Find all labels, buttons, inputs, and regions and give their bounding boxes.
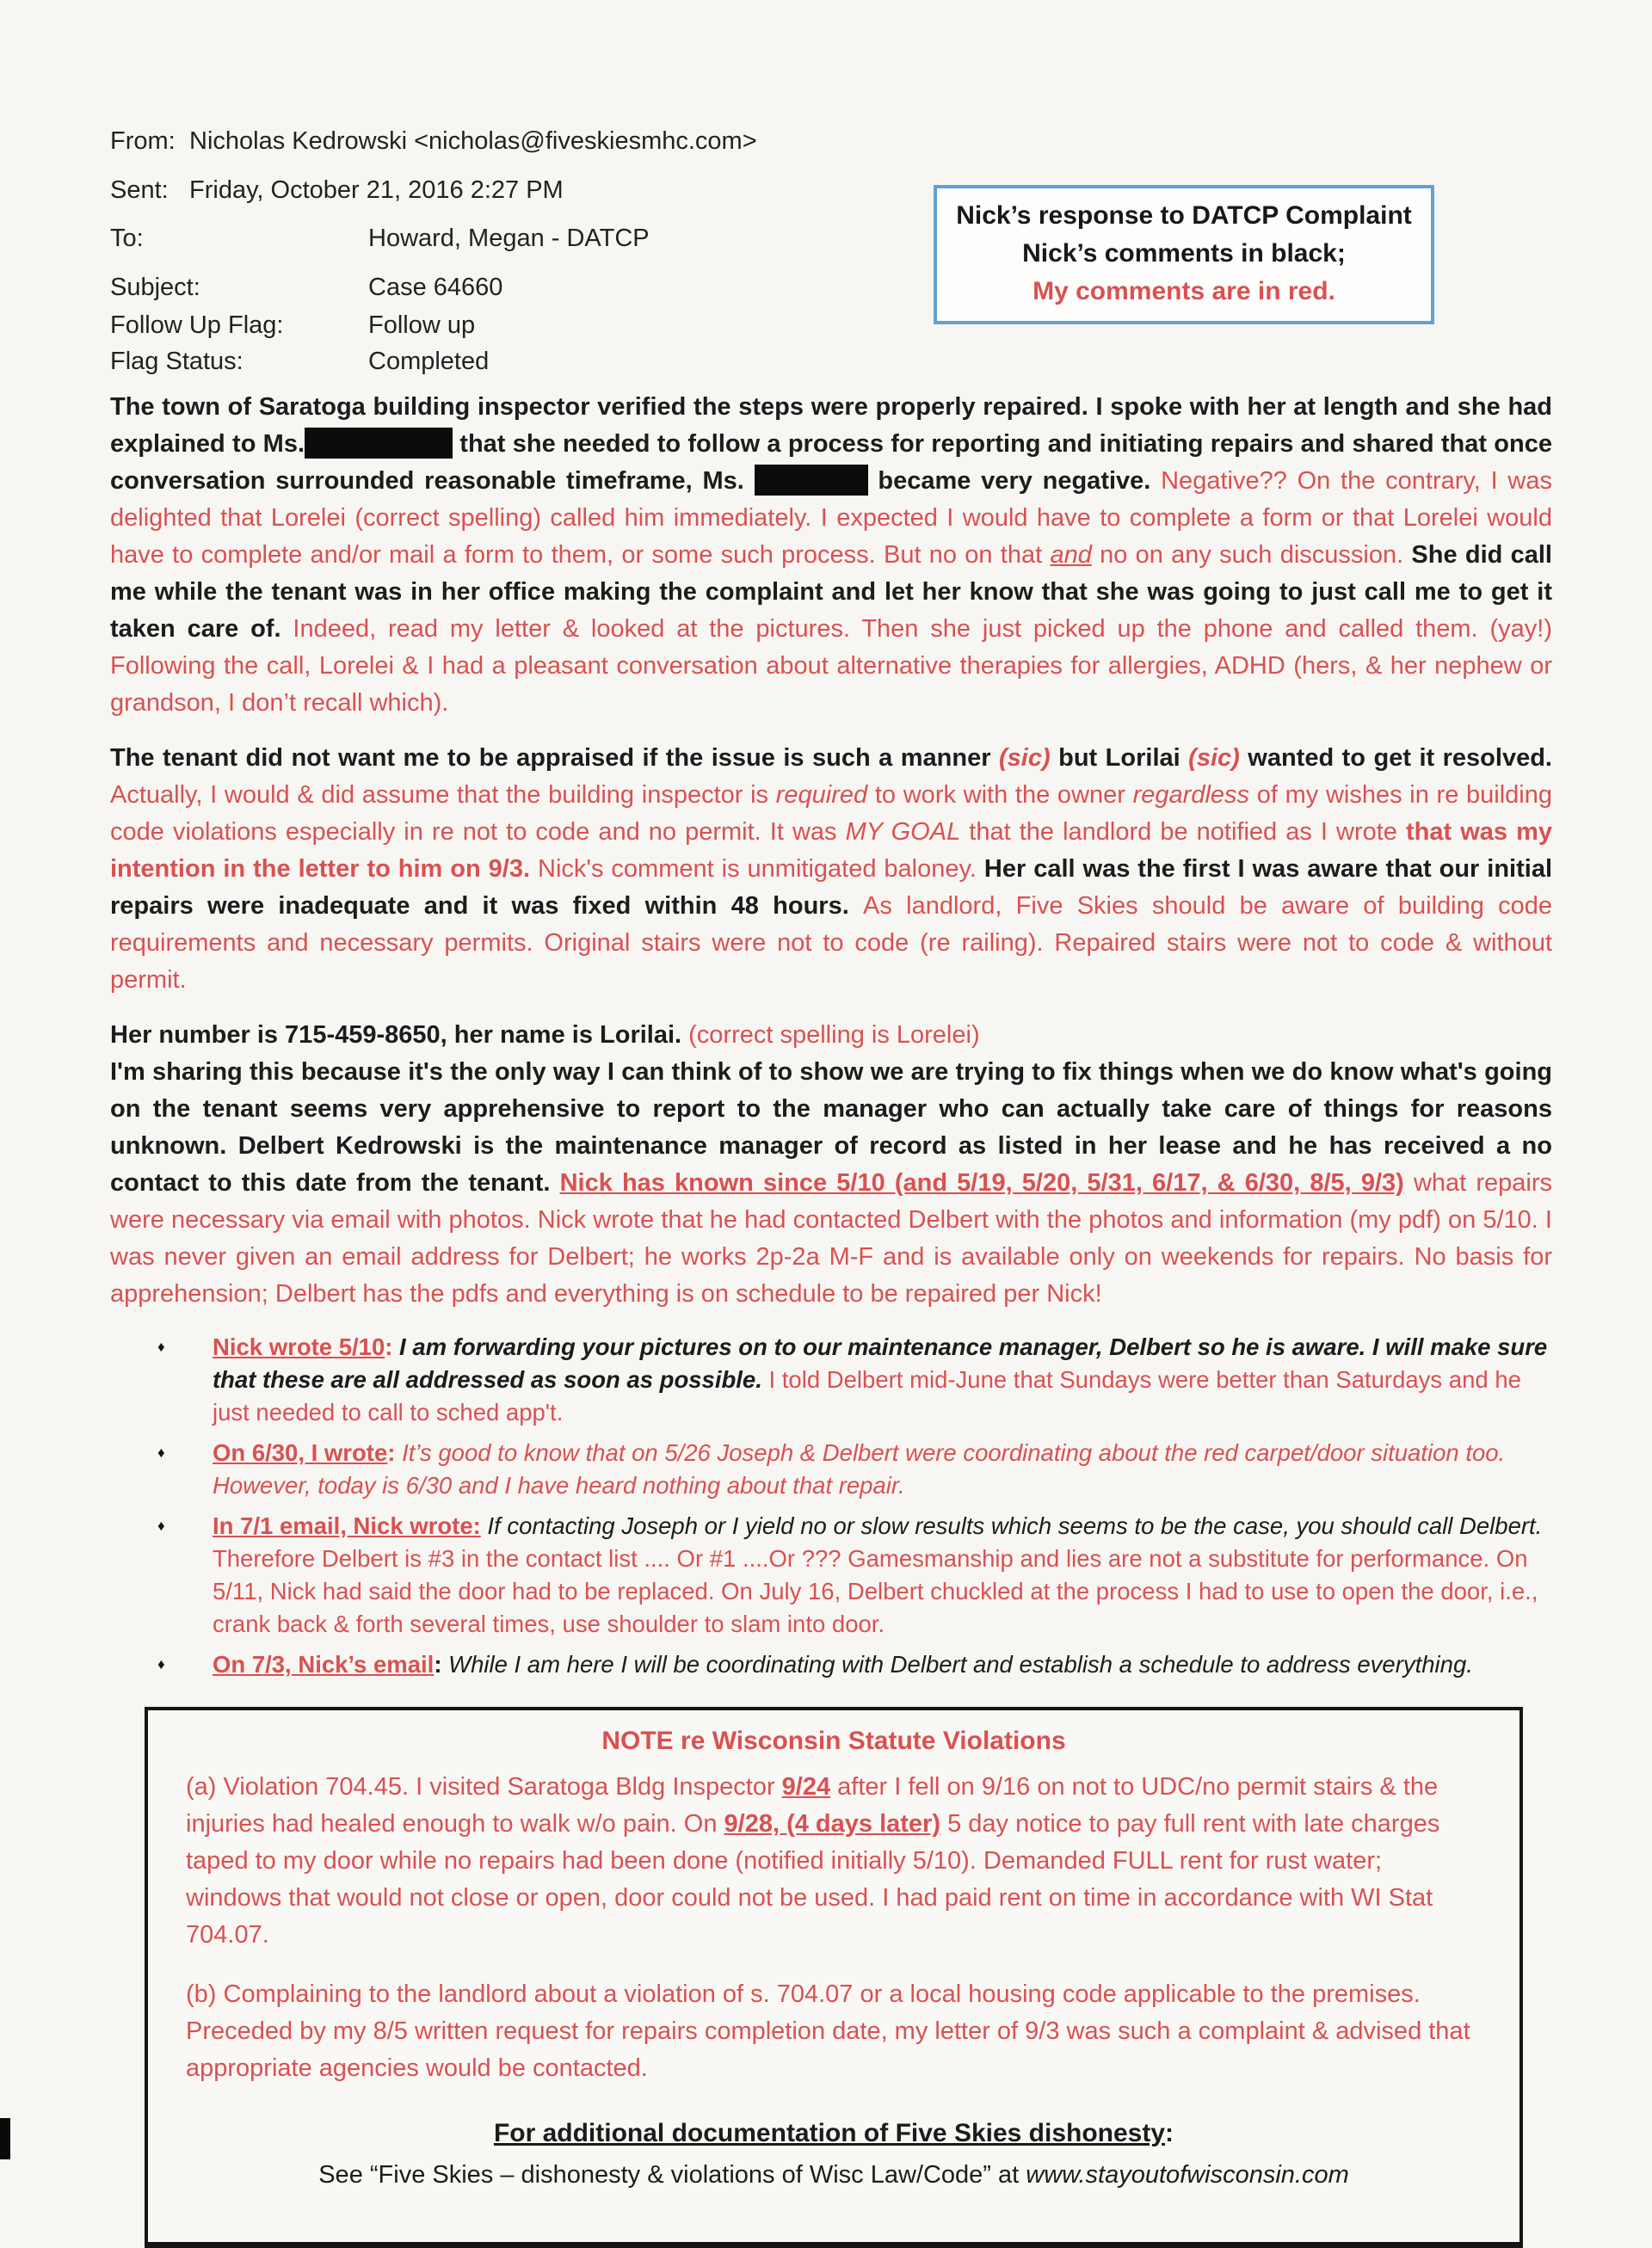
text-run: Nick has known since 5/10 (and 5/19, 5/20, 5/31, 6/17, & 6/30, 8/5, 9/3) xyxy=(559,1169,1404,1197)
header-row-flag-status xyxy=(110,348,936,376)
text-run: required xyxy=(775,781,868,809)
text-run: no on any such discussion. xyxy=(1091,541,1412,569)
text-run: but Lorilai xyxy=(1050,744,1189,772)
text-run: While I am here I will be coordinating with Delbert and establish a schedule to address everything. xyxy=(448,1651,1473,1678)
text-run: Her number is 715-459-8650, her name is Lorilai. xyxy=(110,1021,689,1049)
scan-artifact-mark xyxy=(0,2118,10,2159)
header-field-label: Flag Status: xyxy=(110,348,243,375)
header-field-label: Sent: xyxy=(110,176,169,204)
header-field-value: Friday, October 21, 2016 2:27 PM xyxy=(189,176,564,204)
text-run: She did call me while the tenant was in her office making the complaint and let her know that she was going to just call me to get it taken care of. xyxy=(110,541,1552,643)
text-run: As landlord, Five Skies should be aware of building code requirements and necessary permits. Original stairs were not to code (re railing). Repaired stairs were not to code & without permit. xyxy=(110,892,1552,994)
diamond-bullet-icon: ♦ xyxy=(157,1444,165,1461)
header-row-subject xyxy=(110,274,936,302)
list-item xyxy=(157,1648,1552,1681)
header-field-value: Howard, Megan - DATCP xyxy=(368,225,650,252)
header-field-label: From: xyxy=(110,127,176,155)
header-field-value: Case 64660 xyxy=(368,274,503,301)
text-run: what repairs were necessary via email with photos. Nick wrote that he had contacted Delbert with the photos and information (my pdf) on 5/10. I was never given an email address for Delbert; he works 2p-2a M-F and is available only on weekends for repairs. No basis for apprehension; Delbert has the pdfs and everything is on schedule to be repaired per Nick! xyxy=(110,1169,1552,1308)
text-run: If contacting Joseph or I yield no or slow results which seems to be the case, you should call Delbert. xyxy=(487,1512,1543,1539)
header-row-to xyxy=(110,225,936,253)
diamond-bullet-icon: ♦ xyxy=(157,1656,165,1672)
text-run: regardless xyxy=(1132,781,1250,809)
text-run: Her call was the first I was aware that our initial repairs were inadequate and it was fixed within 48 hours. xyxy=(110,855,1553,920)
text-run: of my wishes in re building code violations especially in re not to code and no permit. It was xyxy=(110,781,1553,846)
email-body-paragraph-3 xyxy=(110,1017,1552,1313)
text-run: Therefore Delbert is #3 in the contact list .... Or #1 ....Or ??? Gamesmanship and lies are not a substitute for performance. On 5/11, Nick had said the door had to be replaced. On July 16, Delbert chuckled at the process I had to use to open the door, i.e., crank back & forth several times, use shoulder to slam into door. xyxy=(213,1545,1538,1637)
text-run: (sic) xyxy=(999,744,1051,772)
list-item xyxy=(157,1437,1552,1502)
email-body-paragraph-1 xyxy=(110,389,1552,722)
header-row-followup-flag xyxy=(110,311,936,340)
text-run: to work with the owner xyxy=(867,781,1133,809)
text-run: : xyxy=(385,1333,400,1360)
bullet-text xyxy=(213,1510,1552,1641)
text-run: (a) Violation 704.45. I visited Saratoga Bldg Inspector xyxy=(186,1773,782,1801)
bullet-text xyxy=(213,1437,1552,1502)
header-field-value: Completed xyxy=(368,348,490,375)
text-run: Actually, I would & did assume that the building inspector is xyxy=(110,781,776,809)
header-field-label: Subject: xyxy=(110,274,200,301)
note-footer-heading xyxy=(186,2116,1482,2151)
text-run: It’s good to know that on 5/26 Joseph & Delbert were coordinating about the red carpet/door situation too. However, today is 6/30 and I have heard nothing about that repair. xyxy=(213,1439,1506,1499)
header-row-from xyxy=(110,127,936,156)
text-run: I told Delbert mid-June that Sundays were better than Saturdays and he just needed to call to sched app't. xyxy=(213,1366,1521,1426)
email-header xyxy=(110,127,936,376)
bullet-text xyxy=(213,1331,1552,1429)
annotation-legend-box xyxy=(934,185,1434,324)
text-run: (sic) xyxy=(1188,744,1240,772)
header-field-label: Follow Up Flag: xyxy=(110,311,284,339)
text-run: See “Five Skies – dishonesty & violations of Wisc Law/Code” at xyxy=(318,2161,1026,2189)
text-run: that was my intention in the letter to him on 9/3. xyxy=(110,818,1552,883)
email-body xyxy=(110,389,1552,2248)
legend-line-red-comments: My comments are in red. xyxy=(1032,277,1335,305)
text-run: (b) Complaining to the landlord about a violation of s. 704.07 or a local housing code applicable to the premises. Preceded by my 8/5 written request for repairs completion date, my letter of 9/3 was such a complaint & advised that appropriate agencies would be contacted. xyxy=(186,1980,1470,2082)
header-field-label: To: xyxy=(110,225,144,252)
diamond-bullet-icon: ♦ xyxy=(157,1339,165,1355)
text-run: MY GOAL xyxy=(845,818,961,846)
text-run: For additional documentation of Five Skies dishonesty xyxy=(493,2119,1166,2147)
text-run: In 7/1 email, Nick wrote: xyxy=(213,1512,481,1539)
header-row-sent xyxy=(110,176,936,205)
text-run: : xyxy=(434,1651,449,1678)
note-title: NOTE re Wisconsin Statute Violations xyxy=(601,1727,1066,1755)
text-run: Nick wrote 5/10 xyxy=(213,1333,385,1360)
legend-line-title: Nick’s response to DATCP Complaint xyxy=(956,201,1412,230)
text-run: The town of Saratoga building inspector verified the steps were properly repaired. I spoke with her at length and she had explained to Ms. xyxy=(110,393,1552,458)
text-run: that she needed to follow a process for reporting and initiating repairs and shared that once conversation surrounded reasonable timeframe, Ms. xyxy=(110,430,1552,495)
redaction-box xyxy=(305,428,453,459)
text-run: Indeed, read my letter & looked at the pictures. Then she just picked up the phone and called them. (yay!) Following the call, Lorelei & I had a pleasant conversation about alternative therapies for allergies, ADHD (hers, & her nephew or grandson, I don’t recall which). xyxy=(110,615,1552,717)
quoted-emails-list xyxy=(110,1331,1552,1681)
diamond-bullet-icon: ♦ xyxy=(157,1518,165,1534)
text-run: www.stayoutofwisconsin.com xyxy=(1026,2161,1349,2189)
text-run: 9/24 xyxy=(781,1773,831,1801)
text-run: The tenant did not want me to be appraised if the issue is such a manner xyxy=(110,744,999,772)
text-run: and xyxy=(1050,541,1092,569)
list-item xyxy=(157,1331,1552,1429)
header-field-value: Follow up xyxy=(368,311,476,339)
text-run: : xyxy=(387,1439,403,1466)
text-run: I'm sharing this because it's the only way I can think of to show we are trying to fix things when we do know what's going on the tenant seems very apprehensive to report to the manager who can actually take care of things for reasons unknown. Delbert Kedrowski is the maintenance manager of record as listed in her lease and he has received a no contact to this date from the tenant. xyxy=(110,1058,1552,1197)
text-run: 5 day notice to pay full rent with late charges taped to my door while no repairs had been done (notified initially 5/10). Demanded FULL rent for rust water; windows that would not close or open, door could not be used. I had paid rent on time in accordance with WI Stat 704.07. xyxy=(186,1810,1440,1949)
header-field-value: Nicholas Kedrowski <nicholas@fiveskiesmhc.com> xyxy=(189,127,757,155)
text-run: On 6/30, I wrote xyxy=(213,1439,388,1466)
note-paragraph-b xyxy=(186,1976,1482,2087)
text-run: that the landlord be notified as I wrote xyxy=(960,818,1406,846)
redaction-box xyxy=(755,465,868,496)
text-run: after I fell on 9/16 on not to UDC/no permit stairs & the injuries had healed enough to walk w/o pain. On xyxy=(186,1773,1439,1838)
statute-violations-note-box xyxy=(145,1707,1523,2248)
text-run: On 7/3, Nick’s email xyxy=(213,1651,435,1678)
text-run: (correct spelling is Lorelei) xyxy=(688,1021,980,1049)
text-run: Nick's comment is unmitigated baloney. xyxy=(530,855,984,883)
text-run: 9/28, (4 days later) xyxy=(724,1810,941,1838)
text-run: wanted to get it resolved. xyxy=(1239,744,1552,772)
email-body-paragraph-2 xyxy=(110,740,1552,999)
list-item xyxy=(157,1510,1552,1641)
note-paragraph-a xyxy=(186,1769,1482,1954)
text-run: became very negative. xyxy=(867,467,1151,495)
legend-line-black-comments: Nick’s comments in black; xyxy=(1022,239,1346,268)
note-footer-reference xyxy=(186,2158,1482,2192)
text-run: : xyxy=(1165,2119,1174,2147)
bullet-text xyxy=(213,1648,1552,1681)
text-run: Negative?? On the contrary, I was delighted that Lorelei (correct spelling) called him immediately. I expected I would have to complete a form or that Lorelei would have to complete and/or mail a form to them, or some such process. But no on that xyxy=(110,467,1552,569)
text-run: I am forwarding your pictures on to our maintenance manager, Delbert so he is aware. I will make sure that these are all addressed as soon as possible. xyxy=(213,1333,1548,1393)
